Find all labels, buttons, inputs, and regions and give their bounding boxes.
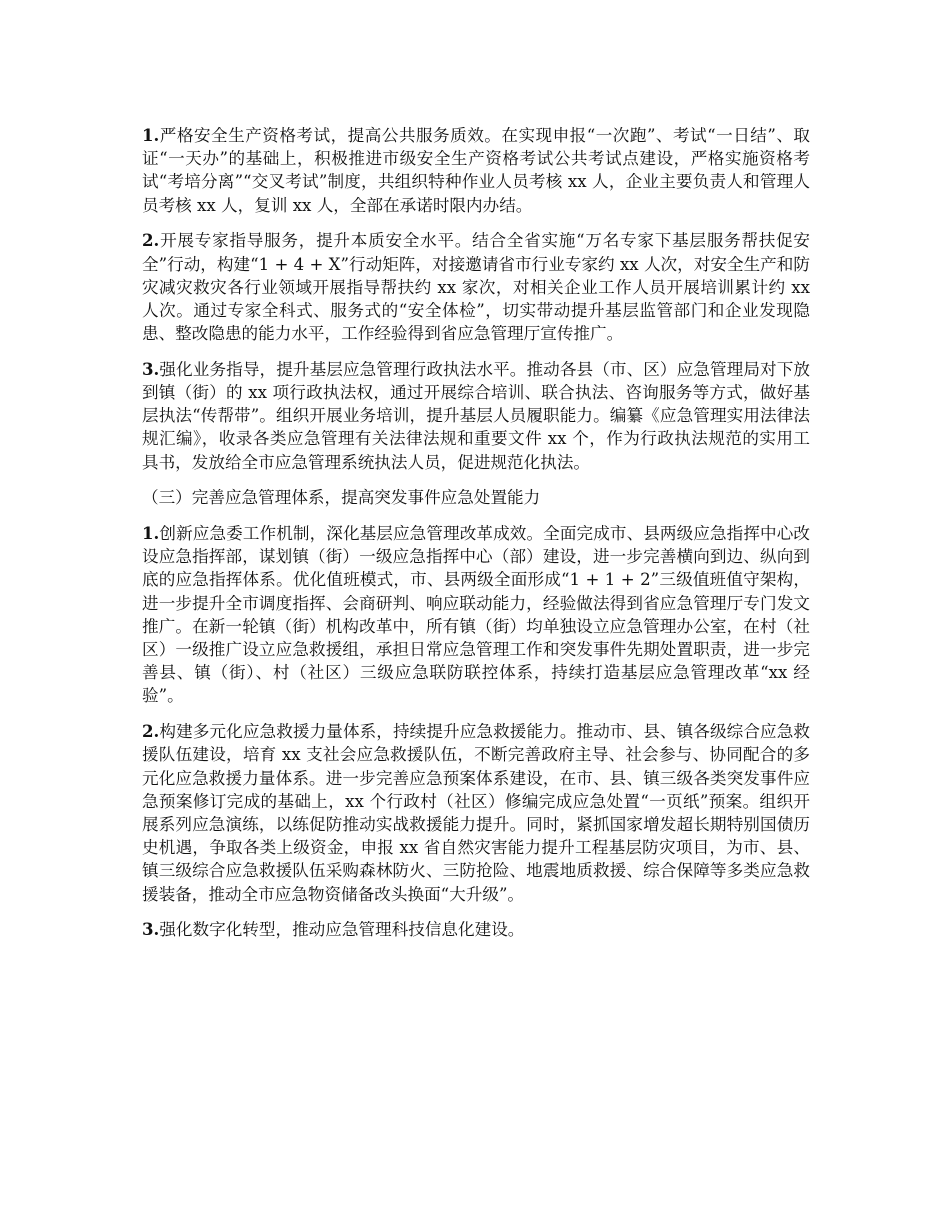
paragraph-number: 1. — [142, 125, 160, 145]
paragraph-2 — [142, 229, 810, 345]
section-paragraph-1 — [142, 522, 810, 708]
paragraph-text: 开展专家指导服务，提升本质安全水平。结合全省实施“万名专家下基层服务帮扶促安全”行动，构建“1 + 4 + X”行动矩阵，对接邀请省市行业专家约 xx 人次，对安全生产和防灾减灾救灾各行业领域开展指导帮扶约 xx 家次，对相关企业工作人员开展培训累计约 xx 人次。通过专家全科式、服务式的“安全体检”，切实带动提升基层监管部门和企业发现隐患、整改隐患的能力水平，工作经验得到省应急管理厅宣传推广。 — [142, 231, 810, 344]
paragraph-text: 强化数字化转型，推动应急管理科技信息化建设。 — [159, 920, 525, 940]
paragraph-text: 构建多元化应急救援力量体系，持续提升应急救援能力。推动市、县、镇各级综合应急救援队伍建设，培育 xx 支社会应急救援队伍，不断完善政府主导、社会参与、协同配合的多元化应急救援力量体系。进一步完善应急预案体系建设，在市、县、镇三级各类突发事件应急预案修订完成的基础上，xx 个行政村（社区）修编完成应急处置“一页纸”预案。组织开展系列应急演练，以练促防推动实战救援能力提升。同时，紧抓国家增发超长期特别国债历史机遇，争取各类上级资金，申报 xx 省自然灾害能力提升工程基层防灾项目，为市、县、镇三级综合应急救援队伍采购森林防火、三防抢险、地震地质救援、综合保障等多类应急救援装备，推动全市应急物资储备改头换面“大升级”。 — [142, 722, 810, 904]
section-heading: （三）完善应急管理体系，提高突发事件应急处置能力 — [142, 488, 541, 508]
paragraph-number: 2. — [142, 230, 160, 251]
paragraph-number: 2. — [142, 721, 160, 742]
paragraph-number: 3. — [142, 358, 160, 379]
document-page — [142, 124, 810, 954]
paragraph-3 — [142, 358, 810, 474]
paragraph-text: 严格安全生产资格考试，提高公共服务质效。在实现申报“一次跑”、考试“一日结”、取证“一天办”的基础上，积极推进市级安全生产资格考试公共考试点建设，严格实施资格考试“考培分离”“交叉考试”制度，共组织特种作业人员考核 xx 人，企业主要负责人和管理人员考核 xx 人，复训 xx 人，全部在承诺时限内办结。 — [142, 126, 810, 215]
section-paragraph-3 — [142, 918, 810, 941]
paragraph-number: 3. — [142, 919, 160, 940]
paragraph-text: 创新应急委工作机制，深化基层应急管理改革成效。全面完成市、县两级应急指挥中心改设应急指挥部，谋划镇（街）一级应急指挥中心（部）建设，进一步完善横向到边、纵向到底的应急指挥体系。优化值班模式，市、县两级全面形成“1 + 1 + 2”三级值班值守架构，进一步提升全市调度指挥、会商研判、响应联动能力，经验做法得到省应急管理厅专门发文推广。在新一轮镇（街）机构改革中，所有镇（街）均单独设立应急管理办公室，在村（社区）一级推广设立应急救援组，承担日常应急管理工作和突发事件先期处置职责，进一步完善县、镇（街）、村（社区）三级应急联防联控体系，持续打造基层应急管理改革“xx 经验”。 — [142, 524, 810, 706]
section-paragraph-2 — [142, 720, 810, 906]
paragraph-text: 强化业务指导，提升基层应急管理行政执法水平。推动各县（市、区）应急管理局对下放到镇（街）的 xx 项行政执法权，通过开展综合培训、联合执法、咨询服务等方式，做好基层执法“传帮带”。组织开展业务培训，提升基层人员履职能力。编纂《应急管理实用法律法规汇编》，收录各类应急管理有关法律法规和重要文件 xx 个，作为行政执法规范的实用工具书，发放给全市应急管理系统执法人员，促进规范化执法。 — [142, 359, 810, 472]
paragraph-number: 1. — [142, 523, 160, 544]
paragraph-1 — [142, 124, 810, 217]
